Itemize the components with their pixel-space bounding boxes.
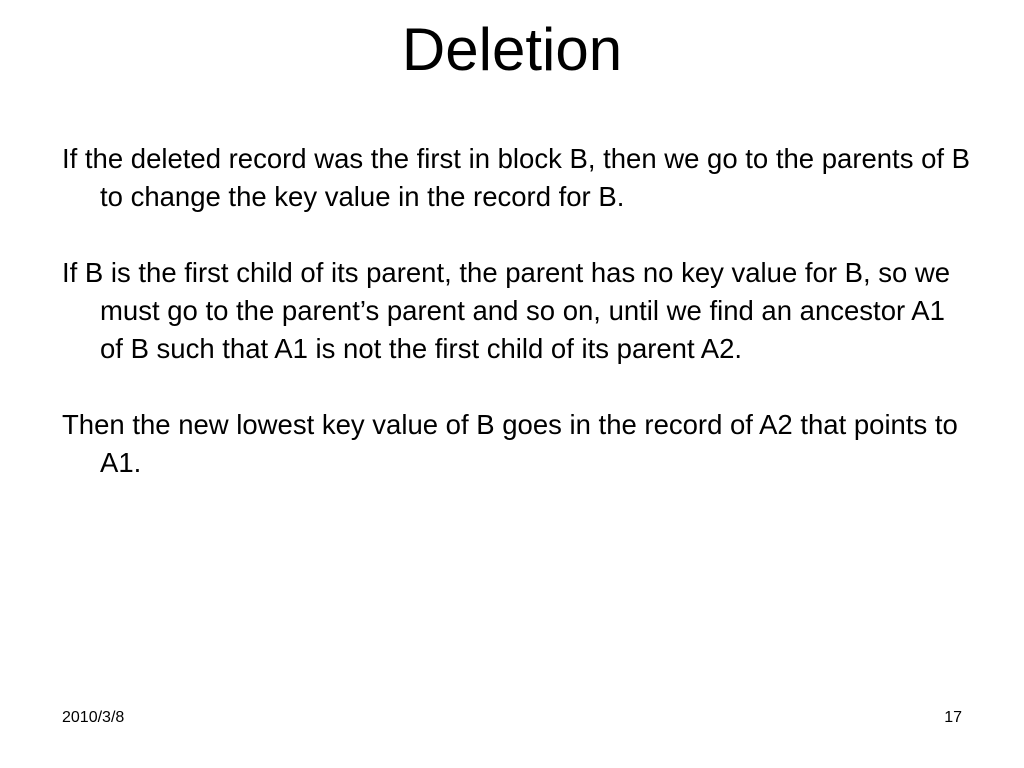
slide-body xyxy=(62,140,972,520)
body-paragraph-3: Then the new lowest key value of B goes in the record of A2 that points to A1. xyxy=(62,409,958,478)
body-paragraph-1: If the deleted record was the first in block B, then we go to the parents of B to change the key value in the record for B. xyxy=(62,143,971,212)
footer-page-number: 17 xyxy=(944,709,962,726)
footer-date: 2010/3/8 xyxy=(62,709,125,726)
body-paragraph-2: If B is the first child of its parent, the parent has no key value for B, so we must go to the parent’s parent and so on, until we find an ancestor A1 of B such that A1 is not the first child of its parent A2. xyxy=(62,257,951,364)
slide-title: Deletion xyxy=(401,16,623,83)
